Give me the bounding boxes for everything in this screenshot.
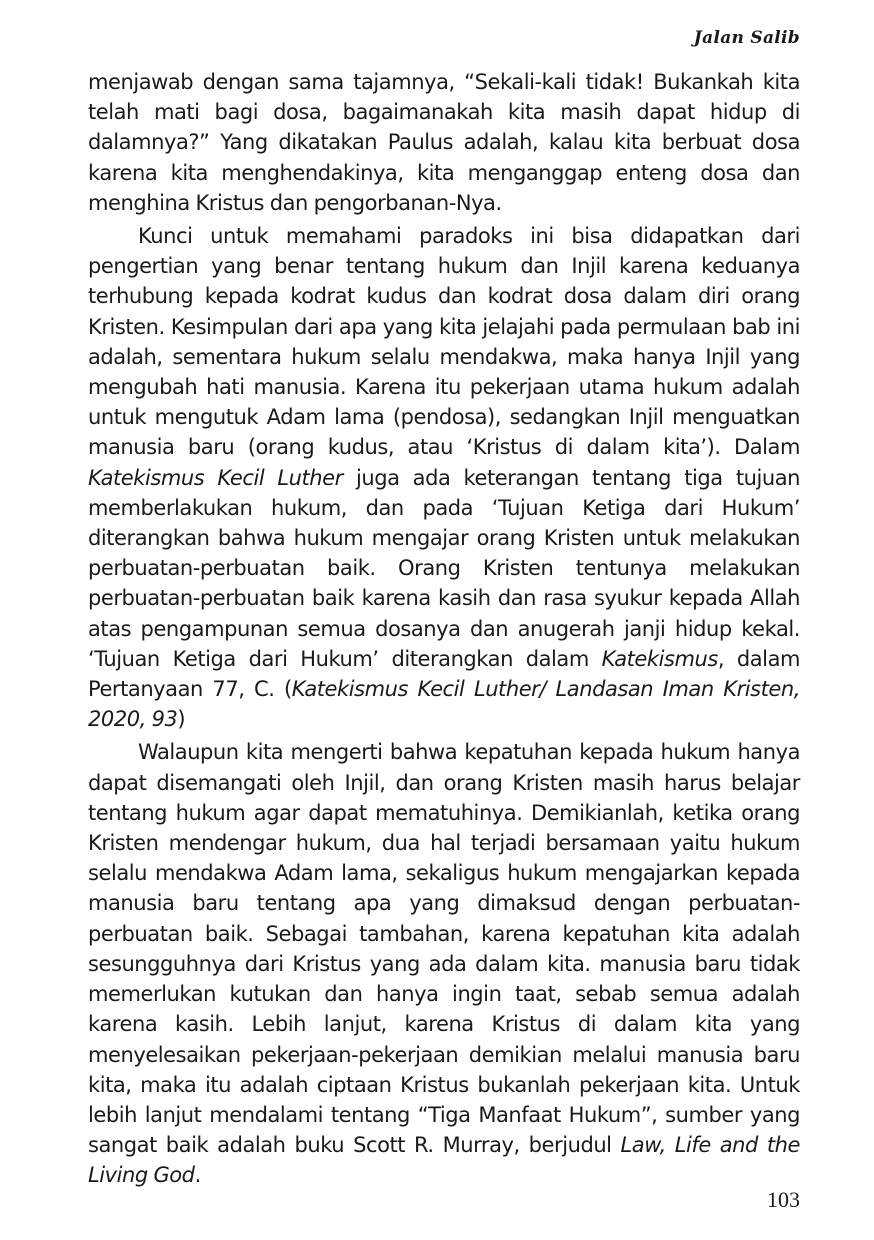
running-header-title: Jalan Salib: [693, 28, 800, 48]
page-body: [88, 67, 800, 1194]
paragraph-2-italic-2: Katekismus: [601, 646, 718, 671]
paragraph-2-text-3: , dalam Pertanyaan 77, C. (: [88, 646, 800, 702]
paragraph-2-text-1: Kunci untuk memahami paradoks ini bisa didapatkan dari pengertian yang benar tentang hukum dan Injil karena keduanya terhubung kepada kodrat kudus dan kodrat dosa dalam diri orang Kristen. Kesimpulan dari apa yang kita jelajahi pada permulaan bab ini adalah, sementara hukum selalu mendakwa, maka hanya Injil yang mengubah hati manusia. Karena itu pekerjaan utama hukum adalah untuk mengutuk Adam lama (pendosa), sedangkan Injil menguatkan manusia baru (orang kudus, atau ‘Kristus di dalam kita’). Dalam: [88, 224, 800, 460]
paragraph-3-text-2: .: [194, 1163, 201, 1188]
paragraph-2-italic-3: Katekismus Kecil Luther/ Landasan Iman Kristen, 2020, 93: [88, 677, 800, 732]
paragraph-2-text-4: ): [177, 707, 186, 732]
paragraph-3: [88, 737, 800, 1190]
paragraph-2-italic-1: Katekismus Kecil Luther: [88, 465, 343, 490]
paragraph-2: [88, 221, 800, 734]
paragraph-1: menjawab dengan sama tajamnya, “Sekali-kali tidak! Bukankah kita telah mati bagi dosa, bagaimanakah kita masih dapat hidup di dalamnya?” Yang dikatakan Paulus adalah, kalau kita berbuat dosa karena kita menghendakinya, kita menganggap enteng dosa dan menghina Kristus dan pengorbanan-Nya.: [88, 70, 800, 215]
page-number: 103: [767, 1187, 800, 1212]
paragraph-3-italic-1: Law, Life and the Living God: [88, 1133, 800, 1188]
paragraph-3-text-1: Walaupun kita mengerti bahwa kepatuhan kepada hukum hanya dapat disemangati oleh Injil, dan orang Kristen masih harus belajar tentang hukum agar dapat mematuhinya. Demikianlah, ketika orang Kristen mendengar hukum, dua hal terjadi bersamaan yaitu hukum selalu mendakwa Adam lama, sekaligus hukum mengajarkan kepada manusia baru tentang apa yang dimaksud dengan perbuatan- perbuatan baik. Sebagai tambahan, karena kepatuhan kita adalah sesungguhnya dari Kristus yang ada dalam kita. manusia baru tidak memerlukan kutukan dan hanya ingin taat, sebab semua adalah karena kasih. Lebih lanjut, karena Kristus di dalam kita yang menyelesaikan pekerjaan-pekerjaan demikian melalui manusia baru kita, maka itu adalah ciptaan Kristus bukanlah pekerjaan kita. Untuk lebih lanjut mendalami tentang “Tiga Manfaat Hukum”, sumber yang sangat baik adalah buku Scott R. Murray, berjudul: [88, 740, 800, 1158]
paragraph-2-text-2: juga ada keterangan tentang tiga tujuan memberlakukan hukum, dan pada ‘Tujuan Ketiga dari Hukum’ diterangkan bahwa hukum mengajar orang Kristen untuk melakukan perbuatan-perbuatan baik. Orang Kristen tentunya melakukan perbuatan-perbuatan baik karena kasih dan rasa syukur kepada Allah atas pengampunan semua dosanya dan anugerah janji hidup kekal. ‘Tujuan Ketiga dari Hukum’ diterangkan dalam: [88, 465, 800, 671]
